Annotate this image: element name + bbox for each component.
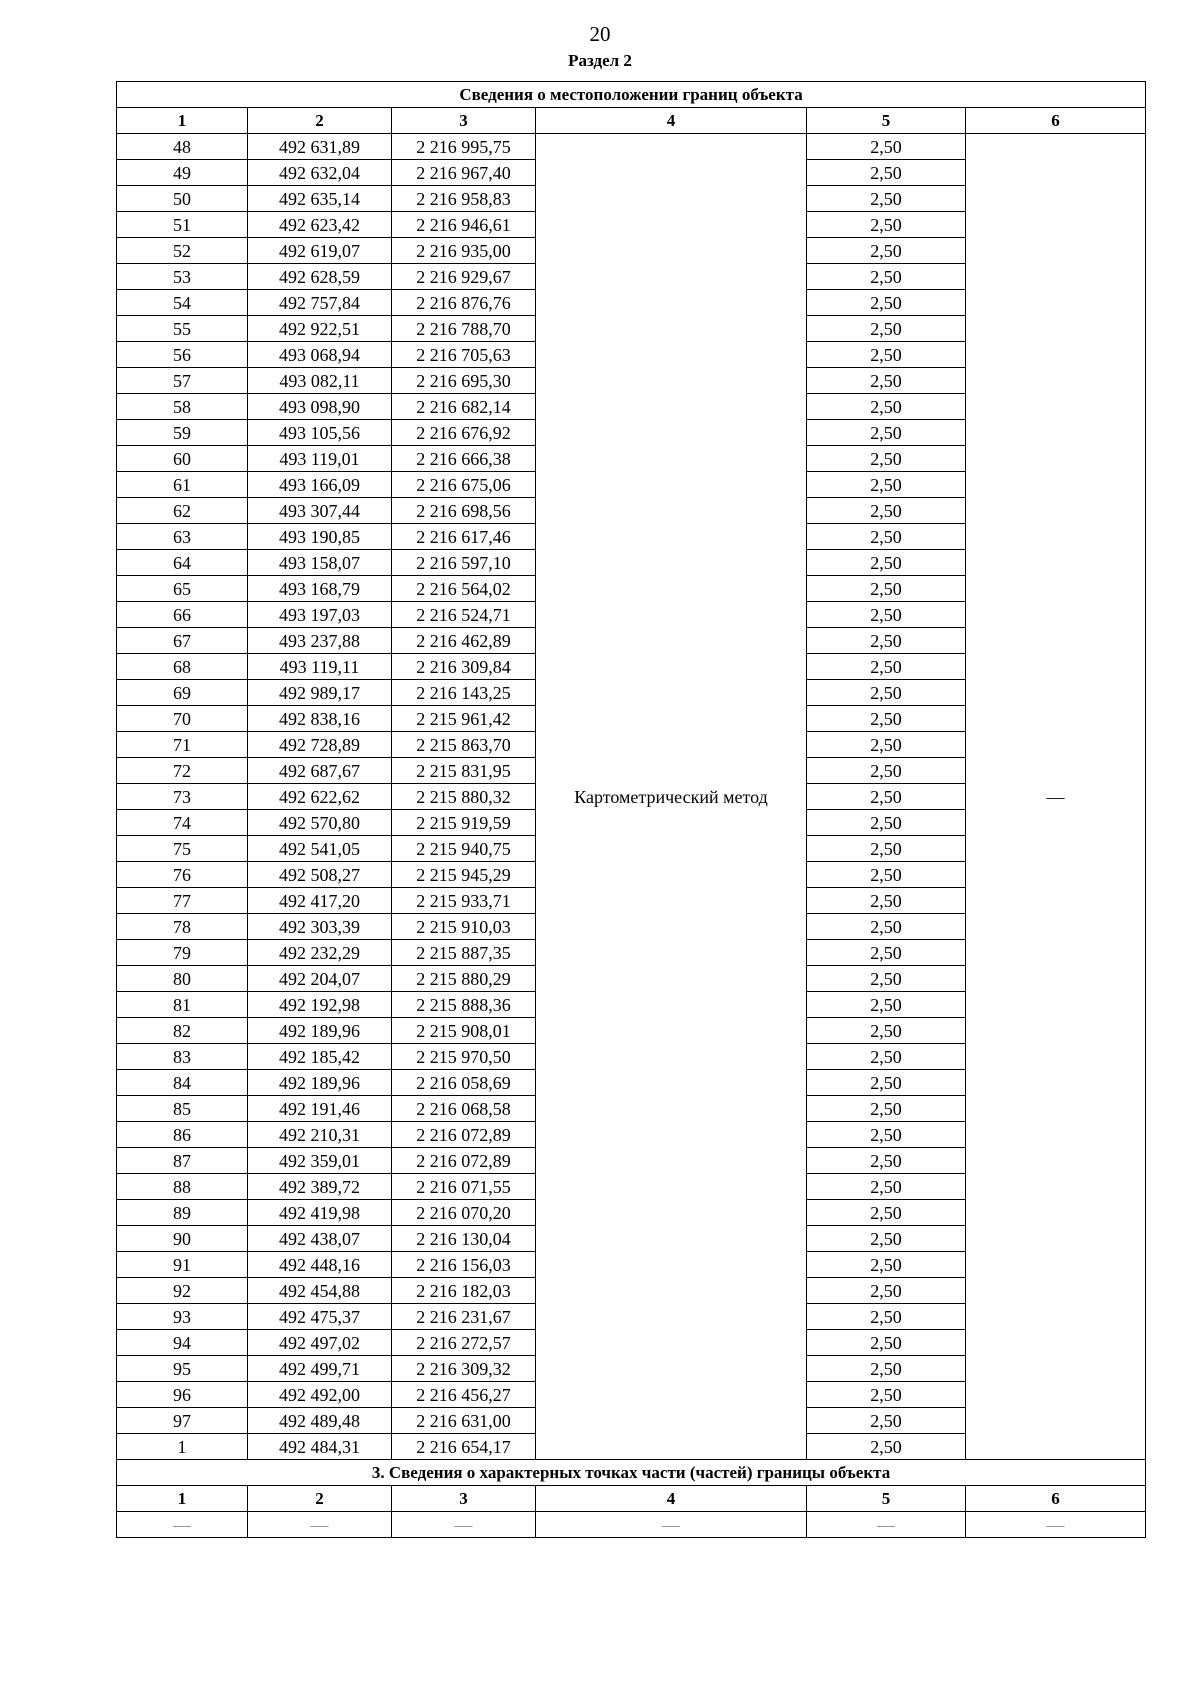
- accuracy-cell: 2,50: [807, 1226, 966, 1252]
- column-header: 3: [392, 1486, 536, 1512]
- table-title: Сведения о местоположении границ объекта: [117, 82, 1146, 108]
- accuracy-cell: 2,50: [807, 1408, 966, 1434]
- point-number-cell: 76: [117, 862, 248, 888]
- point-number-cell: 57: [117, 368, 248, 394]
- y-coordinate-cell: 2 215 831,95: [392, 758, 536, 784]
- y-coordinate-cell: 2 216 068,58: [392, 1096, 536, 1122]
- x-coordinate-cell: 493 166,09: [248, 472, 392, 498]
- accuracy-cell: 2,50: [807, 1070, 966, 1096]
- y-coordinate-cell: 2 216 995,75: [392, 134, 536, 160]
- accuracy-cell: 2,50: [807, 1148, 966, 1174]
- x-coordinate-cell: 492 419,98: [248, 1200, 392, 1226]
- y-coordinate-cell: 2 216 071,55: [392, 1174, 536, 1200]
- y-coordinate-cell: 2 215 908,01: [392, 1018, 536, 1044]
- point-number-cell: 91: [117, 1252, 248, 1278]
- accuracy-cell: 2,50: [807, 264, 966, 290]
- x-coordinate-cell: 492 303,39: [248, 914, 392, 940]
- x-coordinate-cell: 492 570,80: [248, 810, 392, 836]
- accuracy-cell: 2,50: [807, 1018, 966, 1044]
- x-coordinate-cell: 492 389,72: [248, 1174, 392, 1200]
- point-number-cell: 96: [117, 1382, 248, 1408]
- description-cell: —: [966, 134, 1146, 1460]
- x-coordinate-cell: 492 417,20: [248, 888, 392, 914]
- x-coordinate-cell: 492 989,17: [248, 680, 392, 706]
- section3-header-row: [117, 1486, 1146, 1512]
- x-coordinate-cell: 492 492,00: [248, 1382, 392, 1408]
- accuracy-cell: 2,50: [807, 472, 966, 498]
- x-coordinate-cell: 492 499,71: [248, 1356, 392, 1382]
- y-coordinate-cell: 2 216 058,69: [392, 1070, 536, 1096]
- y-coordinate-cell: 2 216 309,32: [392, 1356, 536, 1382]
- x-coordinate-cell: 493 158,07: [248, 550, 392, 576]
- accuracy-cell: 2,50: [807, 1304, 966, 1330]
- empty-cell: —: [966, 1512, 1146, 1538]
- x-coordinate-cell: 492 454,88: [248, 1278, 392, 1304]
- accuracy-cell: 2,50: [807, 1382, 966, 1408]
- y-coordinate-cell: 2 215 880,32: [392, 784, 536, 810]
- y-coordinate-cell: 2 215 933,71: [392, 888, 536, 914]
- accuracy-cell: 2,50: [807, 1174, 966, 1200]
- accuracy-cell: 2,50: [807, 706, 966, 732]
- accuracy-cell: 2,50: [807, 134, 966, 160]
- accuracy-cell: 2,50: [807, 784, 966, 810]
- x-coordinate-cell: 492 484,31: [248, 1434, 392, 1460]
- x-coordinate-cell: 492 359,01: [248, 1148, 392, 1174]
- x-coordinate-cell: 492 541,05: [248, 836, 392, 862]
- y-coordinate-cell: 2 215 880,29: [392, 966, 536, 992]
- x-coordinate-cell: 493 068,94: [248, 342, 392, 368]
- accuracy-cell: 2,50: [807, 1122, 966, 1148]
- point-number-cell: 55: [117, 316, 248, 342]
- y-coordinate-cell: 2 215 919,59: [392, 810, 536, 836]
- point-number-cell: 70: [117, 706, 248, 732]
- column-header: 1: [117, 1486, 248, 1512]
- y-coordinate-cell: 2 215 910,03: [392, 914, 536, 940]
- point-number-cell: 60: [117, 446, 248, 472]
- y-coordinate-cell: 2 216 072,89: [392, 1148, 536, 1174]
- x-coordinate-cell: 493 168,79: [248, 576, 392, 602]
- x-coordinate-cell: 492 687,67: [248, 758, 392, 784]
- point-number-cell: 67: [117, 628, 248, 654]
- accuracy-cell: 2,50: [807, 914, 966, 940]
- x-coordinate-cell: 493 190,85: [248, 524, 392, 550]
- point-number-cell: 58: [117, 394, 248, 420]
- point-number-cell: 51: [117, 212, 248, 238]
- x-coordinate-cell: 493 237,88: [248, 628, 392, 654]
- point-number-cell: 75: [117, 836, 248, 862]
- accuracy-cell: 2,50: [807, 1252, 966, 1278]
- accuracy-cell: 2,50: [807, 1330, 966, 1356]
- x-coordinate-cell: 493 119,01: [248, 446, 392, 472]
- accuracy-cell: 2,50: [807, 498, 966, 524]
- y-coordinate-cell: 2 216 654,17: [392, 1434, 536, 1460]
- x-coordinate-cell: 492 189,96: [248, 1070, 392, 1096]
- accuracy-cell: 2,50: [807, 966, 966, 992]
- accuracy-cell: 2,50: [807, 290, 966, 316]
- point-number-cell: 94: [117, 1330, 248, 1356]
- y-coordinate-cell: 2 216 788,70: [392, 316, 536, 342]
- point-number-cell: 78: [117, 914, 248, 940]
- x-coordinate-cell: 492 232,29: [248, 940, 392, 966]
- y-coordinate-cell: 2 216 130,04: [392, 1226, 536, 1252]
- y-coordinate-cell: 2 215 945,29: [392, 862, 536, 888]
- point-number-cell: 90: [117, 1226, 248, 1252]
- point-number-cell: 79: [117, 940, 248, 966]
- y-coordinate-cell: 2 216 666,38: [392, 446, 536, 472]
- column-header: 2: [248, 1486, 392, 1512]
- accuracy-cell: 2,50: [807, 1200, 966, 1226]
- y-coordinate-cell: 2 216 958,83: [392, 186, 536, 212]
- accuracy-cell: 2,50: [807, 550, 966, 576]
- x-coordinate-cell: 492 619,07: [248, 238, 392, 264]
- accuracy-cell: 2,50: [807, 1434, 966, 1460]
- method-cell: Картометрический метод: [536, 134, 807, 1460]
- x-coordinate-cell: 492 185,42: [248, 1044, 392, 1070]
- point-number-cell: 89: [117, 1200, 248, 1226]
- y-coordinate-cell: 2 216 617,46: [392, 524, 536, 550]
- section3-title: 3. Сведения о характерных точках части (частей) границы объекта: [117, 1460, 1146, 1486]
- x-coordinate-cell: 492 508,27: [248, 862, 392, 888]
- accuracy-cell: 2,50: [807, 238, 966, 264]
- x-coordinate-cell: 492 623,42: [248, 212, 392, 238]
- y-coordinate-cell: 2 216 705,63: [392, 342, 536, 368]
- accuracy-cell: 2,50: [807, 160, 966, 186]
- point-number-cell: 61: [117, 472, 248, 498]
- point-number-cell: 81: [117, 992, 248, 1018]
- y-coordinate-cell: 2 216 876,76: [392, 290, 536, 316]
- point-number-cell: 50: [117, 186, 248, 212]
- x-coordinate-cell: 492 189,96: [248, 1018, 392, 1044]
- point-number-cell: 97: [117, 1408, 248, 1434]
- y-coordinate-cell: 2 215 888,36: [392, 992, 536, 1018]
- x-coordinate-cell: 492 489,48: [248, 1408, 392, 1434]
- accuracy-cell: 2,50: [807, 394, 966, 420]
- accuracy-cell: 2,50: [807, 888, 966, 914]
- column-header: 4: [536, 108, 807, 134]
- accuracy-cell: 2,50: [807, 212, 966, 238]
- y-coordinate-cell: 2 216 143,25: [392, 680, 536, 706]
- point-number-cell: 69: [117, 680, 248, 706]
- empty-cell: —: [536, 1512, 807, 1538]
- x-coordinate-cell: 493 098,90: [248, 394, 392, 420]
- point-number-cell: 59: [117, 420, 248, 446]
- y-coordinate-cell: 2 216 967,40: [392, 160, 536, 186]
- x-coordinate-cell: 492 191,46: [248, 1096, 392, 1122]
- accuracy-cell: 2,50: [807, 576, 966, 602]
- y-coordinate-cell: 2 216 462,89: [392, 628, 536, 654]
- y-coordinate-cell: 2 216 631,00: [392, 1408, 536, 1434]
- point-number-cell: 87: [117, 1148, 248, 1174]
- boundary-table: [116, 81, 1146, 1538]
- x-coordinate-cell: 492 631,89: [248, 134, 392, 160]
- table-row: [117, 134, 1146, 160]
- y-coordinate-cell: 2 216 597,10: [392, 550, 536, 576]
- y-coordinate-cell: 2 216 309,84: [392, 654, 536, 680]
- y-coordinate-cell: 2 216 675,06: [392, 472, 536, 498]
- y-coordinate-cell: 2 216 456,27: [392, 1382, 536, 1408]
- y-coordinate-cell: 2 216 070,20: [392, 1200, 536, 1226]
- x-coordinate-cell: 492 628,59: [248, 264, 392, 290]
- y-coordinate-cell: 2 216 231,67: [392, 1304, 536, 1330]
- point-number-cell: 66: [117, 602, 248, 628]
- accuracy-cell: 2,50: [807, 810, 966, 836]
- column-header: 5: [807, 1486, 966, 1512]
- x-coordinate-cell: 492 438,07: [248, 1226, 392, 1252]
- y-coordinate-cell: 2 216 929,67: [392, 264, 536, 290]
- x-coordinate-cell: 492 622,62: [248, 784, 392, 810]
- y-coordinate-cell: 2 216 676,92: [392, 420, 536, 446]
- x-coordinate-cell: 492 728,89: [248, 732, 392, 758]
- point-number-cell: 86: [117, 1122, 248, 1148]
- point-number-cell: 92: [117, 1278, 248, 1304]
- point-number-cell: 68: [117, 654, 248, 680]
- accuracy-cell: 2,50: [807, 654, 966, 680]
- accuracy-cell: 2,50: [807, 316, 966, 342]
- column-header: 5: [807, 108, 966, 134]
- y-coordinate-cell: 2 215 887,35: [392, 940, 536, 966]
- point-number-cell: 82: [117, 1018, 248, 1044]
- point-number-cell: 73: [117, 784, 248, 810]
- accuracy-cell: 2,50: [807, 1096, 966, 1122]
- column-header: 1: [117, 108, 248, 134]
- empty-cell: —: [117, 1512, 248, 1538]
- x-coordinate-cell: 492 635,14: [248, 186, 392, 212]
- x-coordinate-cell: 493 105,56: [248, 420, 392, 446]
- x-coordinate-cell: 492 922,51: [248, 316, 392, 342]
- x-coordinate-cell: 492 632,04: [248, 160, 392, 186]
- column-header: 3: [392, 108, 536, 134]
- accuracy-cell: 2,50: [807, 992, 966, 1018]
- column-header: 4: [536, 1486, 807, 1512]
- column-header: 2: [248, 108, 392, 134]
- accuracy-cell: 2,50: [807, 342, 966, 368]
- accuracy-cell: 2,50: [807, 940, 966, 966]
- point-number-cell: 52: [117, 238, 248, 264]
- x-coordinate-cell: 492 448,16: [248, 1252, 392, 1278]
- x-coordinate-cell: 492 204,07: [248, 966, 392, 992]
- accuracy-cell: 2,50: [807, 446, 966, 472]
- y-coordinate-cell: 2 216 272,57: [392, 1330, 536, 1356]
- empty-cell: —: [807, 1512, 966, 1538]
- x-coordinate-cell: 492 475,37: [248, 1304, 392, 1330]
- y-coordinate-cell: 2 216 698,56: [392, 498, 536, 524]
- point-number-cell: 62: [117, 498, 248, 524]
- y-coordinate-cell: 2 216 182,03: [392, 1278, 536, 1304]
- point-number-cell: 1: [117, 1434, 248, 1460]
- x-coordinate-cell: 493 119,11: [248, 654, 392, 680]
- y-coordinate-cell: 2 216 935,00: [392, 238, 536, 264]
- accuracy-cell: 2,50: [807, 1044, 966, 1070]
- y-coordinate-cell: 2 216 072,89: [392, 1122, 536, 1148]
- y-coordinate-cell: 2 216 564,02: [392, 576, 536, 602]
- point-number-cell: 85: [117, 1096, 248, 1122]
- point-number-cell: 95: [117, 1356, 248, 1382]
- point-number-cell: 65: [117, 576, 248, 602]
- x-coordinate-cell: 492 192,98: [248, 992, 392, 1018]
- x-coordinate-cell: 492 838,16: [248, 706, 392, 732]
- point-number-cell: 49: [117, 160, 248, 186]
- table-title-row: [117, 82, 1146, 108]
- accuracy-cell: 2,50: [807, 420, 966, 446]
- point-number-cell: 54: [117, 290, 248, 316]
- point-number-cell: 63: [117, 524, 248, 550]
- page-number: 20: [589, 22, 611, 46]
- point-number-cell: 83: [117, 1044, 248, 1070]
- accuracy-cell: 2,50: [807, 602, 966, 628]
- accuracy-cell: 2,50: [807, 186, 966, 212]
- point-number-cell: 71: [117, 732, 248, 758]
- y-coordinate-cell: 2 216 946,61: [392, 212, 536, 238]
- point-number-cell: 53: [117, 264, 248, 290]
- accuracy-cell: 2,50: [807, 680, 966, 706]
- y-coordinate-cell: 2 216 156,03: [392, 1252, 536, 1278]
- accuracy-cell: 2,50: [807, 368, 966, 394]
- x-coordinate-cell: 493 307,44: [248, 498, 392, 524]
- accuracy-cell: 2,50: [807, 524, 966, 550]
- point-number-cell: 88: [117, 1174, 248, 1200]
- column-header: 6: [966, 1486, 1146, 1512]
- accuracy-cell: 2,50: [807, 758, 966, 784]
- accuracy-cell: 2,50: [807, 628, 966, 654]
- empty-cell: —: [248, 1512, 392, 1538]
- y-coordinate-cell: 2 215 863,70: [392, 732, 536, 758]
- accuracy-cell: 2,50: [807, 1278, 966, 1304]
- point-number-cell: 48: [117, 134, 248, 160]
- x-coordinate-cell: 492 210,31: [248, 1122, 392, 1148]
- y-coordinate-cell: 2 216 524,71: [392, 602, 536, 628]
- accuracy-cell: 2,50: [807, 732, 966, 758]
- section3-row: [117, 1512, 1146, 1538]
- section-label: Раздел 2: [568, 51, 632, 70]
- point-number-cell: 74: [117, 810, 248, 836]
- accuracy-cell: 2,50: [807, 862, 966, 888]
- column-header: 6: [966, 108, 1146, 134]
- column-header-row: [117, 108, 1146, 134]
- x-coordinate-cell: 493 197,03: [248, 602, 392, 628]
- x-coordinate-cell: 492 757,84: [248, 290, 392, 316]
- point-number-cell: 84: [117, 1070, 248, 1096]
- x-coordinate-cell: 492 497,02: [248, 1330, 392, 1356]
- section3-title-row: [117, 1460, 1146, 1486]
- x-coordinate-cell: 493 082,11: [248, 368, 392, 394]
- y-coordinate-cell: 2 215 940,75: [392, 836, 536, 862]
- point-number-cell: 56: [117, 342, 248, 368]
- point-number-cell: 72: [117, 758, 248, 784]
- y-coordinate-cell: 2 215 961,42: [392, 706, 536, 732]
- point-number-cell: 93: [117, 1304, 248, 1330]
- point-number-cell: 80: [117, 966, 248, 992]
- y-coordinate-cell: 2 215 970,50: [392, 1044, 536, 1070]
- accuracy-cell: 2,50: [807, 1356, 966, 1382]
- point-number-cell: 77: [117, 888, 248, 914]
- y-coordinate-cell: 2 216 695,30: [392, 368, 536, 394]
- empty-cell: —: [392, 1512, 536, 1538]
- y-coordinate-cell: 2 216 682,14: [392, 394, 536, 420]
- point-number-cell: 64: [117, 550, 248, 576]
- accuracy-cell: 2,50: [807, 836, 966, 862]
